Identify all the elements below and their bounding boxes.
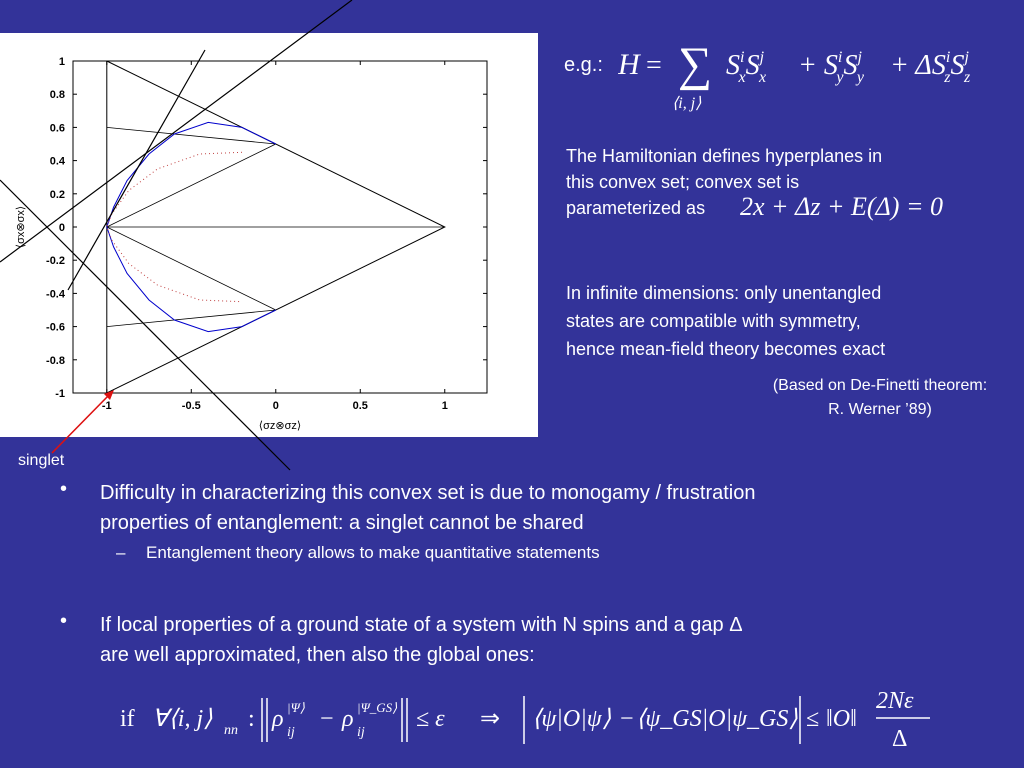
- hyperplane-line-1: [0, 0, 352, 262]
- y-tick-label: 0: [58, 222, 65, 234]
- forall-subscript: nn: [224, 723, 238, 738]
- dash-marker: –: [116, 543, 126, 562]
- x-tick-label: 0.5: [352, 400, 368, 412]
- para3-line-2: R. Werner ’89): [828, 401, 932, 418]
- bullet2-line-2: are well approximated, then also the global ones:: [100, 644, 535, 666]
- sum-index: ⟨i, j⟩: [672, 95, 702, 112]
- expectation-1: ⟨ψ|O|ψ⟩: [532, 706, 612, 732]
- parameterization-formula: 2x + Δz + E(Δ) = 0: [740, 192, 944, 221]
- rho-2-state: |Ψ_GS⟩: [357, 700, 398, 715]
- y-tick-label: 0.6: [49, 122, 65, 135]
- minus-sign: −: [320, 706, 334, 732]
- para2-line-1: In infinite dimensions: only unentangled: [566, 283, 882, 303]
- minus-sign-2: −: [620, 706, 634, 732]
- para3-line-1: (Based on De-Finetti theorem:: [772, 377, 988, 394]
- term-2: + $S^i$ $yS^j$ y: [798, 49, 865, 86]
- bullet-marker-2: •: [60, 610, 68, 632]
- para1-line-1: The Hamiltonian defines hyperplanes in: [566, 146, 883, 166]
- rho-2: ρ: [342, 706, 354, 732]
- rho-2-sub: ij: [357, 725, 365, 740]
- para2-line-2: states are compatible with symmetry,: [566, 311, 861, 331]
- implies-arrow: ⇒: [480, 706, 501, 732]
- approximation-bound-formula: [120, 680, 940, 760]
- infinite-dimensions-text: [566, 279, 1006, 363]
- sum-sign: ∑: [678, 40, 713, 91]
- colon: :: [248, 706, 255, 732]
- x-tick-label: 1: [441, 400, 448, 412]
- x-tick-label: -1: [101, 400, 112, 412]
- singlet-arrow: [52, 394, 110, 453]
- y-axis-label: ⟨σx⊗σx⟩: [15, 205, 27, 249]
- y-tick-label: 1: [58, 56, 65, 68]
- x-axis-label: ⟨σz⊗σz⟩: [258, 420, 302, 432]
- hamiltonian-terms: [726, 49, 971, 86]
- operator-norm: ‖O‖: [826, 706, 857, 732]
- rho-1: ρ: [272, 706, 284, 732]
- term-1: $S^i$ $xS^j$ x: [726, 49, 767, 86]
- bound: ≤ ε: [416, 706, 445, 732]
- equals-sign: =: [646, 50, 662, 81]
- bullet-marker-1: •: [60, 478, 68, 500]
- y-tick-label: 0.4: [49, 155, 65, 168]
- bullet1-line-1: Difficulty in characterizing this convex set is due to monogamy / frustration: [100, 482, 756, 504]
- y-tick-label: -1: [55, 388, 65, 400]
- y-tick-label: -0.8: [46, 354, 65, 367]
- hyperplane-line-3: [0, 180, 290, 470]
- fraction-numerator: 2Nε: [876, 688, 914, 714]
- x-tick-label: -0.5: [181, 400, 201, 412]
- y-tick-label: 0.8: [49, 89, 65, 102]
- hyperplane-line-2: [68, 50, 205, 290]
- bullet-monogamy: [100, 478, 980, 538]
- if-word: if: [120, 706, 135, 732]
- singlet-label: singlet: [18, 452, 65, 469]
- bullet2-line-1: If local properties of a ground state of a system with N spins and a gap Δ: [100, 614, 743, 636]
- hamiltonian-lhs: H: [618, 48, 640, 81]
- de-finetti-reference: [740, 374, 1020, 422]
- rho-1-sub: ij: [287, 725, 295, 740]
- para1-line-2: this convex set; convex set is: [566, 172, 800, 192]
- y-tick-label: -0.4: [46, 288, 65, 301]
- expectation-2: ⟨ψ_GS|O|ψ_GS⟩: [636, 706, 798, 732]
- para2-line-3: hence mean-field theory becomes exact: [566, 339, 886, 359]
- rho-1-state: |Ψ⟩: [287, 700, 305, 715]
- fraction-denominator: Δ: [892, 726, 908, 752]
- bullet-local-properties: [100, 610, 980, 670]
- bullet1-line-2: properties of entanglement: a singlet cannot be shared: [100, 512, 584, 534]
- leq-sign: ≤: [806, 706, 820, 732]
- x-tick-label: 0: [272, 400, 279, 412]
- y-tick-label: -0.6: [46, 321, 65, 334]
- hamiltonian-formula: [618, 40, 1018, 120]
- eg-label: e.g.:: [564, 54, 603, 76]
- term-3: + $\Delta S^i$ $zS^j$ z: [890, 49, 971, 86]
- sub-bullet-entanglement-theory: Entanglement theory allows to make quantitative statements: [146, 543, 600, 562]
- y-tick-label: -0.2: [46, 255, 65, 268]
- y-tick-label: 0.2: [49, 188, 65, 201]
- forall-part: ∀⟨i, j⟩: [152, 706, 213, 732]
- para1-line-3: parameterized as: [566, 198, 706, 218]
